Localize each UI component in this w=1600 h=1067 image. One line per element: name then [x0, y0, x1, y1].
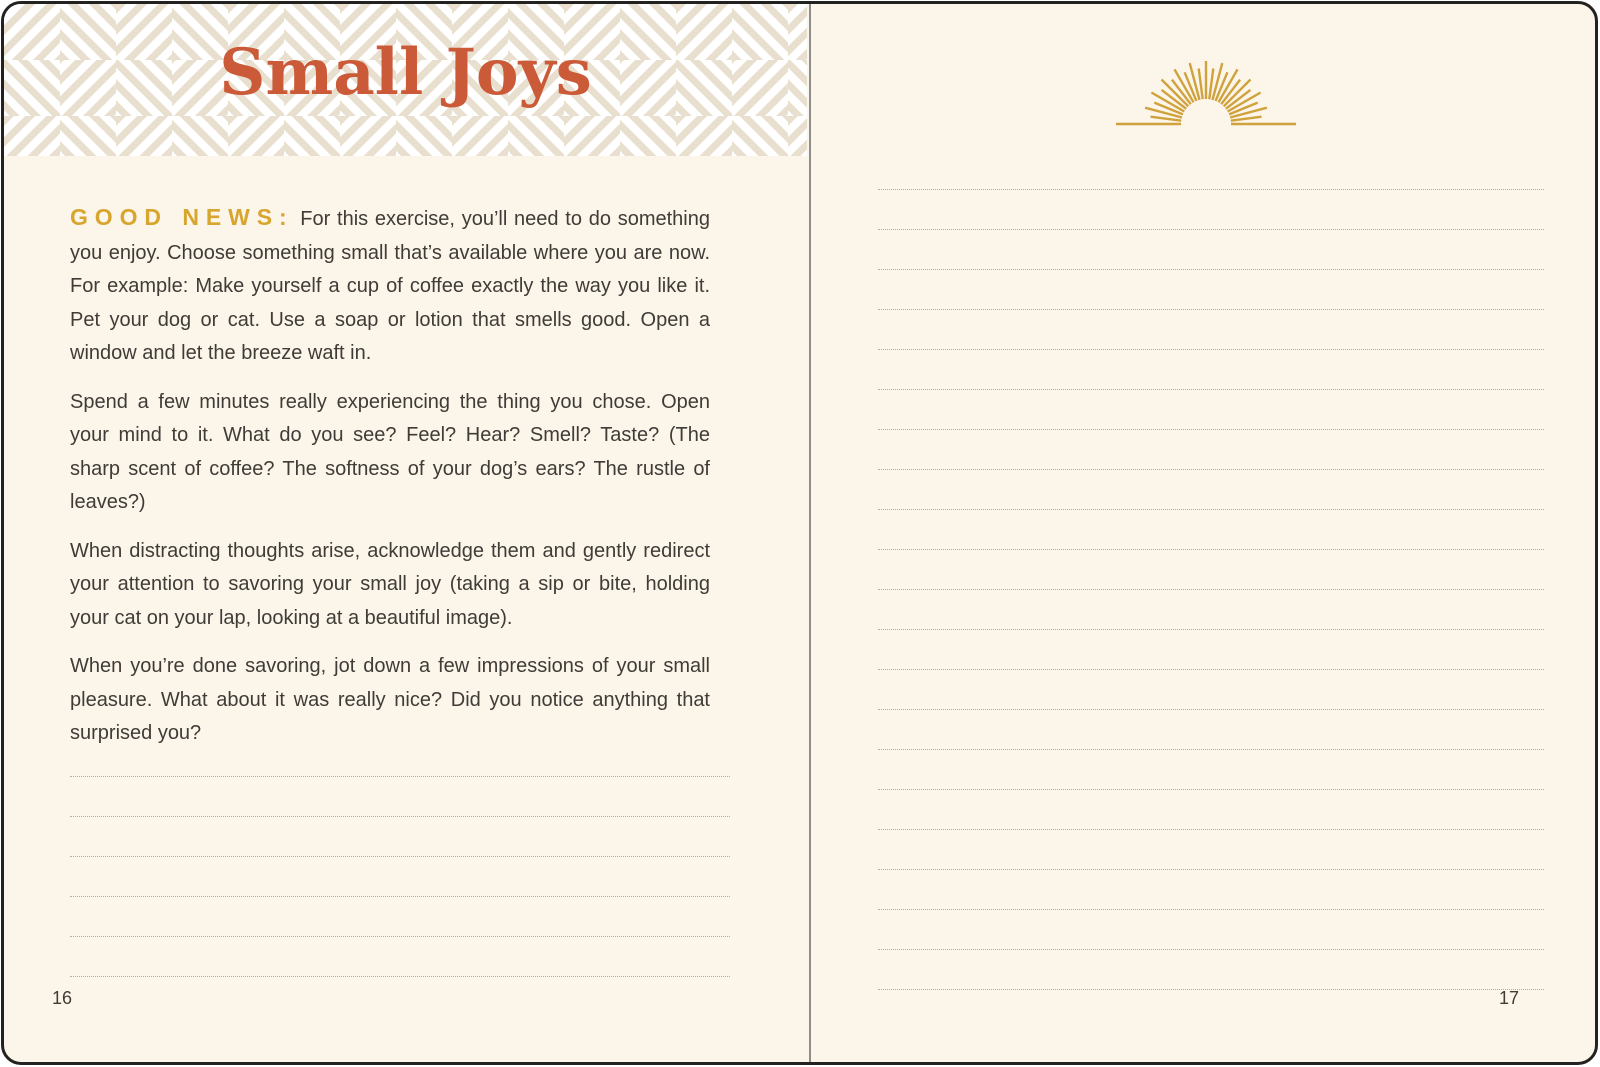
ruled-line [878, 470, 1544, 510]
journal-spread [1, 1, 1598, 1065]
ruled-line [878, 390, 1544, 430]
ruled-line [878, 630, 1544, 670]
ruled-line [878, 310, 1544, 350]
ruled-line [878, 150, 1544, 190]
ruled-line [878, 790, 1544, 830]
paragraph-1-text: For this exercise, you’ll need to do something you enjoy. Choose something small that’s available where you are now. For example: Make yourself a cup of coffee exactly the way you like it. Pet your dog or cat. Use a soap or lotion that smells good. Open a window and let the breeze waft in. [70, 208, 710, 364]
page-number-left: 16 [52, 988, 73, 1008]
ruled-line [878, 670, 1544, 710]
ruled-line [878, 590, 1544, 630]
page-number-right: 17 [1499, 988, 1520, 1008]
ruled-line [878, 870, 1544, 910]
ruled-line [878, 550, 1544, 590]
ruled-line [878, 830, 1544, 870]
page-title: Small Joys [219, 35, 592, 110]
writing-lines-right [878, 150, 1544, 990]
paragraph-3: When distracting thoughts arise, acknowledge them and gently redirect your attention to savoring your small joy (taking a sip or bite, holding your cat on your lap, looking at a beautiful image). [70, 539, 710, 629]
ruled-line [878, 950, 1544, 990]
right-page [4, 4, 1595, 1062]
paragraph-2: Spend a few minutes really experiencing the thing you chose. Open your mind to it. What do you see? Feel? Hear? Smell? Taste? (The sharp scent of coffee? The softness of your dog’s ears? The rustle of leaves?) [70, 390, 710, 513]
good-news-label: GOOD NEWS: [70, 204, 294, 230]
ruled-line [878, 430, 1544, 470]
ruled-line [878, 710, 1544, 750]
ruled-line [878, 350, 1544, 390]
ruled-line [878, 190, 1544, 230]
ruled-line [878, 910, 1544, 950]
ruled-line [878, 270, 1544, 310]
ruled-line [878, 510, 1544, 550]
ruled-line [878, 230, 1544, 270]
paragraph-4: When you’re done savoring, jot down a few impressions of your small pleasure. What about it was really nice? Did you notice anything that surprised you? [70, 655, 710, 744]
ruled-line [878, 750, 1544, 790]
sunburst-icon [1116, 46, 1296, 128]
